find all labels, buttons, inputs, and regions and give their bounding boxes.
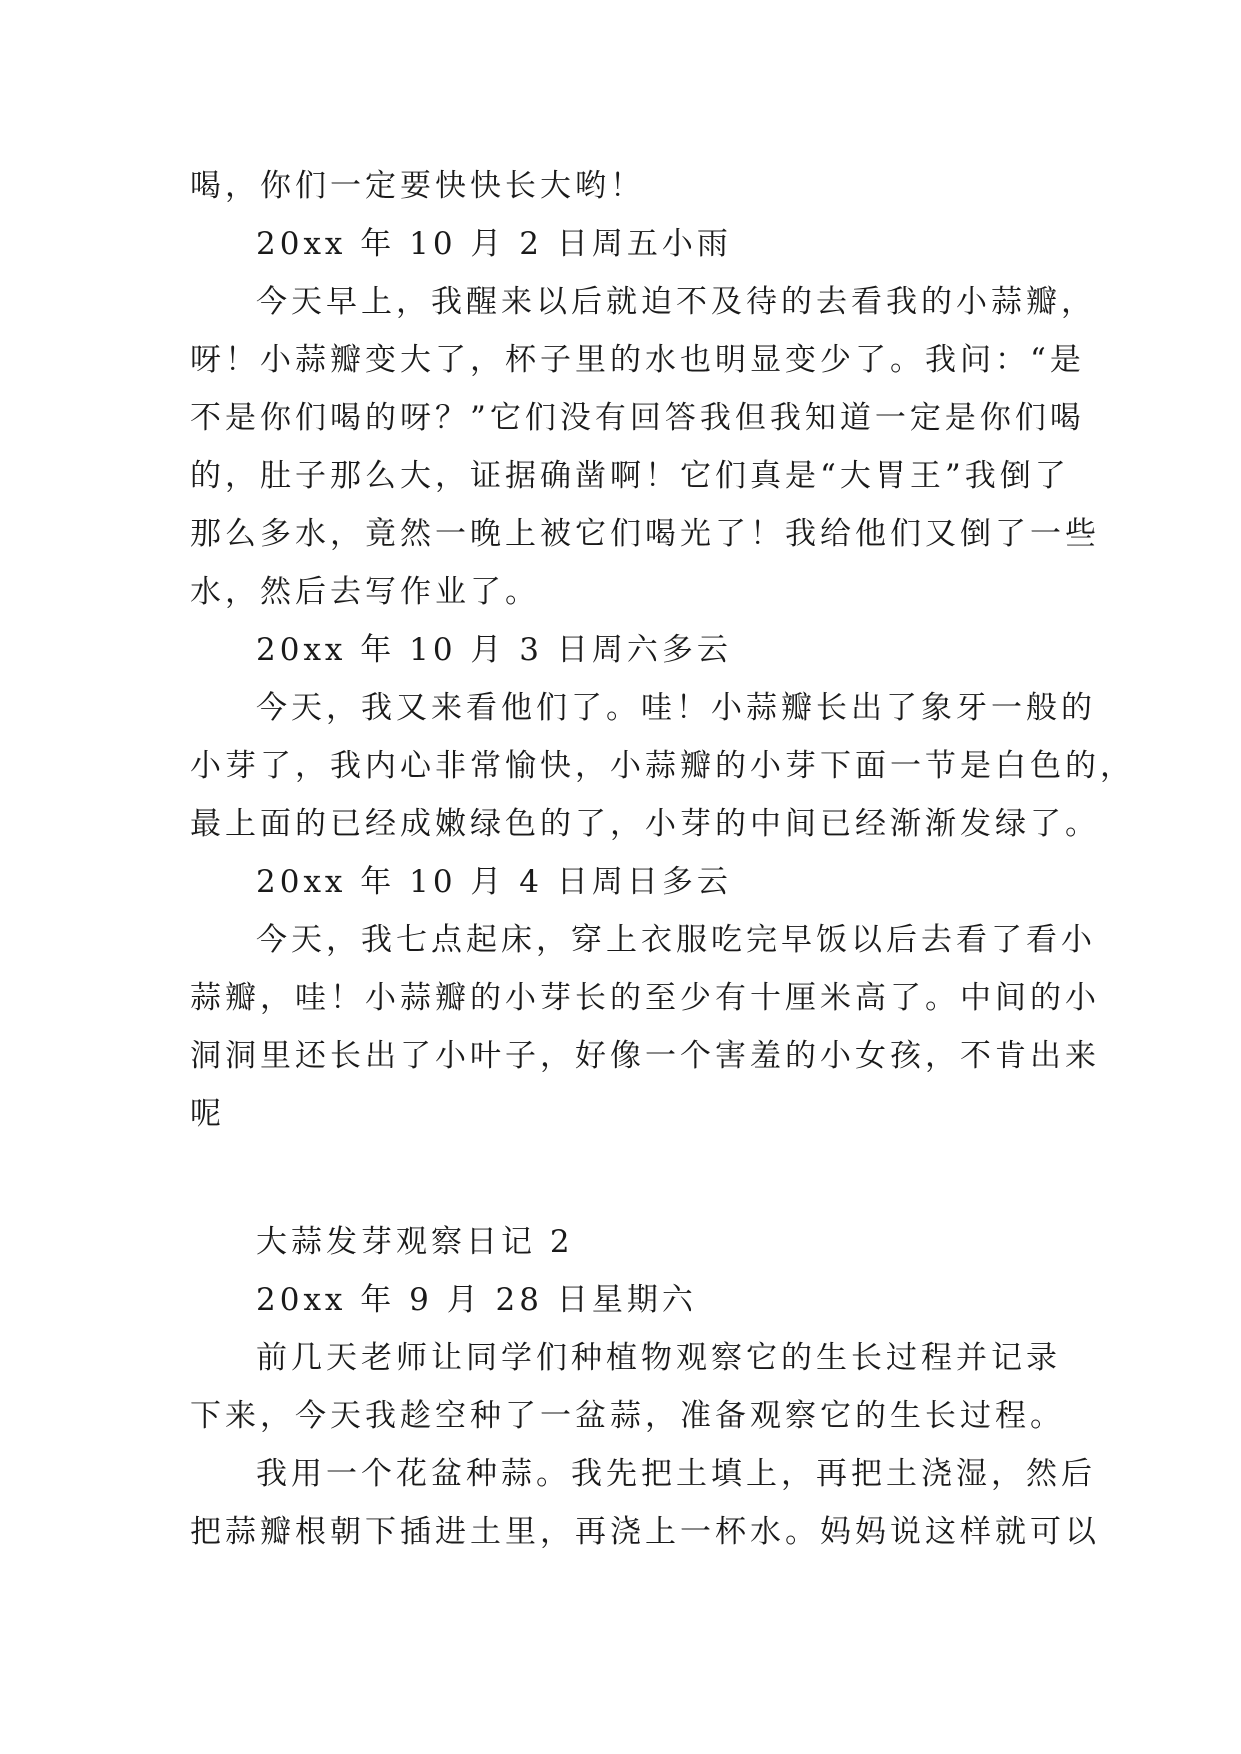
text-line: 不是你们喝的呀？”它们没有回答我但我知道一定是你们喝	[190, 400, 1085, 436]
diary-date: 20xx 年 10 月 3 日周六多云	[256, 632, 732, 668]
diary-date: 20xx 年 10 月 2 日周五小雨	[256, 226, 732, 262]
text-line: 水，然后去写作业了。	[190, 574, 540, 610]
diary-date: 20xx 年 10 月 4 日周日多云	[256, 864, 732, 900]
text-line: 最上面的已经成嫩绿色的了，小芽的中间已经渐渐发绿了。	[190, 806, 1100, 842]
text-line: 那么多水，竟然一晚上被它们喝光了！我给他们又倒了一些	[190, 516, 1100, 552]
text-line: 喝，你们一定要快快长大哟！	[190, 168, 645, 204]
text-line: 把蒜瓣根朝下插进土里，再浇上一杯水。妈妈说这样就可以	[190, 1514, 1100, 1550]
diary-date: 20xx 年 9 月 28 日星期六	[256, 1282, 697, 1318]
text-line: 小芽了，我内心非常愉快，小蒜瓣的小芽下面一节是白色的，	[190, 748, 1135, 784]
text-line: 下来，今天我趁空种了一盆蒜，准备观察它的生长过程。	[190, 1398, 1065, 1434]
text-line: 的，肚子那么大，证据确凿啊！它们真是“大胃王”我倒了	[190, 458, 1070, 494]
section-gap	[190, 1143, 1070, 1213]
text-line: 呢	[190, 1096, 225, 1132]
text-line: 今天，我又来看他们了。哇！小蒜瓣长出了象牙一般的	[256, 690, 1096, 726]
text-line: 洞洞里还长出了小叶子，好像一个害羞的小女孩，不肯出来	[190, 1038, 1100, 1074]
text-line: 我用一个花盆种蒜。我先把土填上，再把土浇湿，然后	[256, 1456, 1096, 1492]
text-line: 蒜瓣，哇！小蒜瓣的小芽长的至少有十厘米高了。中间的小	[190, 980, 1100, 1016]
text-line: 前几天老师让同学们种植物观察它的生长过程并记录	[256, 1340, 1061, 1376]
section-title: 大蒜发芽观察日记 2	[256, 1224, 574, 1260]
document-body	[190, 157, 1135, 1561]
text-line: 今天早上，我醒来以后就迫不及待的去看我的小蒜瓣，	[256, 284, 1096, 320]
text-line: 今天，我七点起床，穿上衣服吃完早饭以后去看了看小	[256, 922, 1096, 958]
text-line: 呀！小蒜瓣变大了，杯子里的水也明显变少了。我问：“是	[190, 342, 1085, 378]
